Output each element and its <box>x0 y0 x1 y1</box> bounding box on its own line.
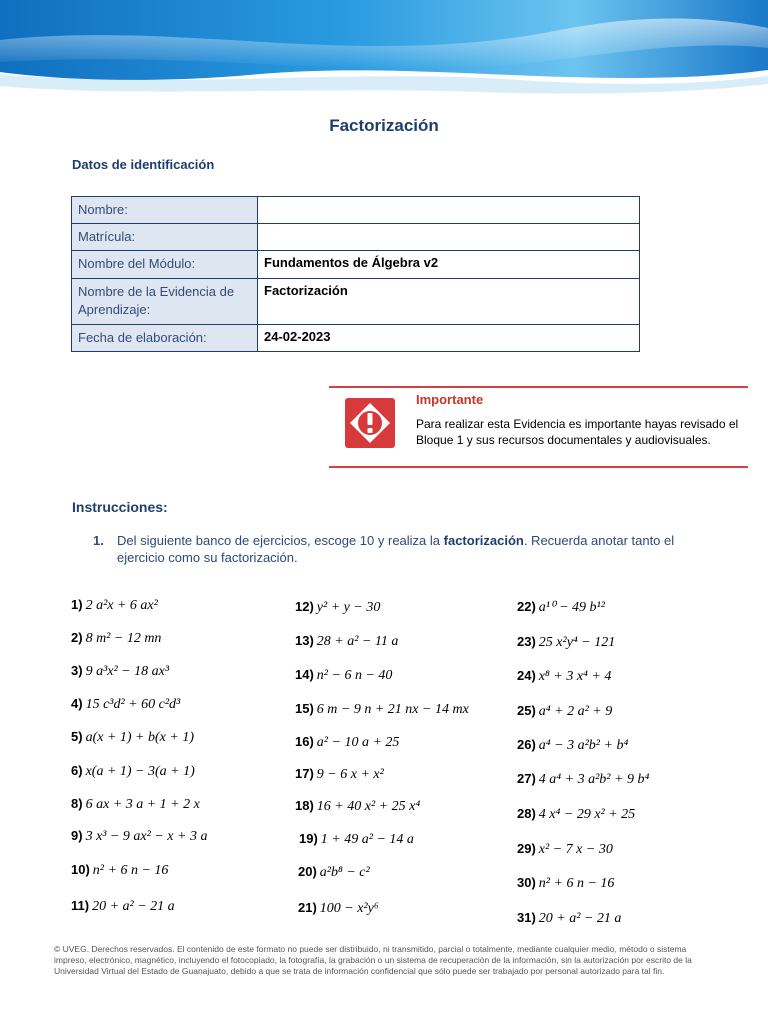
exercise-number: 8) <box>71 796 83 811</box>
notice-text: Para realizar esta Evidencia es importante hayas revisado el Bloque 1 y sus recursos documentales y audiovisuales. <box>416 417 739 447</box>
exercise-number: 30) <box>517 875 536 890</box>
exercise-item <box>295 633 398 650</box>
exercise-expression: 16 + 40 x² + 25 x⁴ <box>316 799 421 814</box>
exercise-number: 20) <box>298 864 317 879</box>
exercise-number: 31) <box>517 910 536 925</box>
exercise-number: 18) <box>295 798 314 813</box>
exercise-number: 9) <box>71 828 83 843</box>
exercise-item <box>517 703 612 720</box>
row-label: Nombre del Módulo: <box>72 251 258 279</box>
exercise-item <box>295 701 469 718</box>
exercise-item <box>295 798 420 815</box>
exercise-item <box>71 696 180 713</box>
exercise-item <box>517 875 614 892</box>
exercise-item <box>295 734 399 751</box>
exercise-item <box>71 898 175 915</box>
exercise-item <box>517 634 615 651</box>
exercise-number: 11) <box>71 898 90 913</box>
exercise-number: 28) <box>517 806 536 821</box>
exercise-expression: 9 − 6 x + x² <box>316 767 384 782</box>
exercise-expression: a²b⁸ − c² <box>319 865 370 880</box>
instructions-heading: Instrucciones: <box>72 499 168 515</box>
table-row <box>72 224 640 251</box>
instruction-text-part: Del siguiente banco de ejercicios, escoge 10 y realiza la <box>117 533 444 548</box>
exercise-item <box>517 841 613 858</box>
exercise-expression: 100 − x²y⁶ <box>319 901 379 916</box>
exercise-number: 15) <box>295 701 314 716</box>
exercise-number: 14) <box>295 667 314 682</box>
exercise-item <box>517 806 635 823</box>
id-section-heading: Datos de identificación <box>72 157 215 172</box>
exercise-number: 6) <box>71 763 83 778</box>
exercise-expression: 15 c³d² + 60 c²d³ <box>85 697 181 712</box>
row-value <box>258 224 640 251</box>
exercise-expression: 25 x²y⁴ − 121 <box>538 635 616 650</box>
exercise-expression: 3 x³ − 9 ax² − x + 3 a <box>85 829 208 844</box>
exercise-number: 13) <box>295 633 314 648</box>
important-notice <box>329 386 748 468</box>
exercise-expression: a(x + 1) + b(x + 1) <box>85 730 194 745</box>
exercise-number: 24) <box>517 668 536 683</box>
exercise-expression: a⁴ − 3 a²b² + b⁴ <box>538 738 629 753</box>
row-value: Fundamentos de Álgebra v2 <box>258 251 640 279</box>
exercise-expression: n² + 6 n − 16 <box>92 863 169 878</box>
row-value <box>258 197 640 224</box>
instruction-number: 1. <box>93 533 104 548</box>
exercise-expression: 20 + a² − 21 a <box>92 899 175 914</box>
exercise-expression: 9 a³x² − 18 ax³ <box>85 664 170 679</box>
exercise-expression: 20 + a² − 21 a <box>538 911 622 926</box>
exercise-expression: 8 m² − 12 mn <box>85 631 162 646</box>
exercise-item <box>517 771 649 788</box>
exercise-expression: n² + 6 n − 16 <box>538 876 615 891</box>
instructions-list <box>93 532 703 566</box>
exercise-number: 10) <box>71 862 90 877</box>
exercise-item <box>299 831 414 848</box>
exercise-item <box>71 828 207 845</box>
exercise-expression: x⁸ + 3 x⁴ + 4 <box>538 669 612 684</box>
table-row <box>72 325 640 352</box>
instruction-text <box>117 532 703 566</box>
table-row <box>72 251 640 279</box>
exercise-number: 12) <box>295 599 314 614</box>
exercise-expression: 4 a⁴ + 3 a²b² + 9 b⁴ <box>538 772 650 787</box>
exercise-expression: a¹⁰ − 49 b¹² <box>538 600 605 615</box>
exercise-number: 3) <box>71 663 83 678</box>
exercise-expression: 1 + 49 a² − 14 a <box>320 832 414 847</box>
exercise-item <box>295 766 384 783</box>
table-row <box>72 279 640 325</box>
exercise-number: 1) <box>71 597 83 612</box>
exercise-number: 16) <box>295 734 314 749</box>
identification-table <box>71 196 640 352</box>
exercise-item <box>71 862 168 879</box>
table-row <box>72 197 640 224</box>
exercise-item <box>71 630 161 647</box>
exercise-number: 27) <box>517 771 536 786</box>
exercise-expression: x² − 7 x − 30 <box>538 842 613 857</box>
exercise-expression: a² − 10 a + 25 <box>316 735 400 750</box>
exercise-expression: a⁴ + 2 a² + 9 <box>538 704 613 719</box>
copyright-footer: © UVEG. Derechos reservados. El contenido de este formato no puede ser distribuido, ni transmitido, parcial o totalmente, mediante cualquier medio, método o sistema impreso, electrónico, magnético, incluyendo el fotocopiado, la fotografía, la grabación o un sistema de recuperación de la información, sin la autorización por escrito de la Universidad Virtual del Estado de Guanajuato, debido a que se trata de información confidencial que sólo puede ser trabajado por personal autorizado para tal fin. <box>54 944 692 976</box>
exercise-number: 22) <box>517 599 536 614</box>
instruction-keyword: factorización <box>443 533 524 548</box>
exercise-expression: 6 m − 9 n + 21 nx − 14 mx <box>316 702 469 717</box>
exercise-item <box>71 796 200 813</box>
exercise-number: 29) <box>517 841 536 856</box>
row-label: Nombre: <box>72 197 258 224</box>
warning-icon <box>345 398 395 448</box>
exercise-item <box>298 900 379 917</box>
exercise-number: 2) <box>71 630 83 645</box>
page-title: Factorización <box>329 116 439 135</box>
exercise-number: 17) <box>295 766 314 781</box>
exercise-expression: 6 ax + 3 a + 1 + 2 x <box>85 797 200 812</box>
exercise-item <box>298 864 370 881</box>
exercise-number: 21) <box>298 900 317 915</box>
notice-title: Importante <box>416 392 484 407</box>
exercise-expression: 2 a²x + 6 ax² <box>85 598 158 613</box>
exercise-item <box>71 729 194 746</box>
exercise-item <box>517 737 628 754</box>
row-value: 24-02-2023 <box>258 325 640 352</box>
exercise-item <box>517 910 621 927</box>
exercise-expression: 28 + a² − 11 a <box>316 634 399 649</box>
row-label: Matrícula: <box>72 224 258 251</box>
exercise-item <box>71 597 158 614</box>
exercise-item <box>295 667 392 684</box>
exercise-expression: x(a + 1) − 3(a + 1) <box>85 764 195 779</box>
exercise-bank <box>0 590 768 940</box>
exercise-item <box>71 763 195 780</box>
row-label: Fecha de elaboración: <box>72 325 258 352</box>
exercise-expression: n² − 6 n − 40 <box>316 668 393 683</box>
header-banner <box>0 0 768 96</box>
exercise-number: 19) <box>299 831 318 846</box>
exercise-number: 25) <box>517 703 536 718</box>
row-label: Nombre de la Evidencia de Aprendizaje: <box>72 279 258 325</box>
exercise-item <box>517 599 605 616</box>
exercise-number: 5) <box>71 729 83 744</box>
exercise-expression: 4 x⁴ − 29 x² + 25 <box>538 807 636 822</box>
exercise-number: 23) <box>517 634 536 649</box>
exercise-number: 26) <box>517 737 536 752</box>
exercise-number: 4) <box>71 696 83 711</box>
exercise-item <box>71 663 169 680</box>
exercise-item <box>517 668 611 685</box>
row-value: Factorización <box>258 279 640 325</box>
exercise-item <box>295 599 380 616</box>
instruction-text-part: . Recuerda anotar tanto el ejercicio como su factorización. <box>117 533 675 565</box>
exercise-expression: y² + y − 30 <box>316 600 381 615</box>
